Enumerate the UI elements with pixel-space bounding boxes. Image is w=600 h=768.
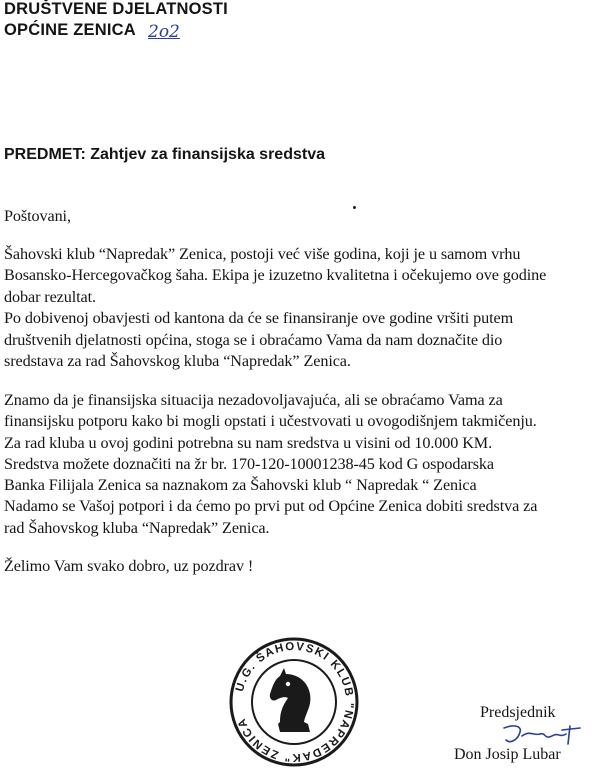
- signatory-name: Don Josip Lubar: [454, 746, 561, 763]
- text-line: Banka Filijala Zenica sa naznakom za Šahovski klub “ Napredak “ Zenica: [4, 476, 477, 494]
- handwritten-number: 2o2: [148, 22, 180, 42]
- signatory-title: Predsjednik: [480, 704, 556, 721]
- knight-icon: [270, 668, 311, 732]
- text-line: Po dobivenoj obavjesti od kantona da će se finansiranje ove godine vršiti putem: [4, 309, 514, 327]
- text-line: dobar rezultat.: [4, 288, 96, 306]
- greeting: Poštovani,: [4, 207, 71, 225]
- text-line: finansijsku potporu kako bi mogli opstati i učestvovati u ovogodišnjem takmičenju.: [4, 412, 537, 430]
- text-line: društvenih djelatnosti općina, stoga se i obraćamo Vama da nam doznačite dio: [4, 331, 503, 349]
- paper-speck: [353, 206, 356, 209]
- text-line: Šahovski klub “Napredak” Zenica, postoji već više godina, koji je u samom vrhu: [4, 245, 521, 263]
- club-stamp: [228, 636, 360, 768]
- department-name: DRUŠTVENE DJELATNOSTI: [4, 0, 228, 18]
- municipality-name: OPĆINE ZENICA: [4, 21, 136, 39]
- text-line: Bosansko-Hercegovačkog šaha. Ekipa je izuzetno kvalitetna i očekujemo ove godine: [4, 266, 547, 284]
- stamp-text: U.G. ŠAHOVSKI KLUB "NAPREDAK" ZENICA: [234, 640, 356, 764]
- text-line: sredstava za rad Šahovskog kluba “Napredak” Zenica.: [4, 352, 351, 370]
- closing-line: Želimo Vam svako dobro, uz pozdrav !: [4, 557, 254, 575]
- text-line: Znamo da je finansijska situacija nezadovoljavajuća, ali se obraćamo Vama za: [4, 391, 503, 409]
- text-line: Sredstva možete doznačiti na žr br. 170-120-10001238-45 kod G ospodarska: [4, 455, 494, 473]
- text-line: rad Šahovskog kluba “Napredak” Zenica.: [4, 519, 270, 537]
- subject-line: PREDMET: Zahtjev za finansijska sredstva: [4, 146, 325, 163]
- text-line: Nadamo se Vašoj potpori i da ćemo po prvi put od Općine Zenica dobiti sredstva za: [4, 497, 538, 515]
- handwritten-signature: [500, 722, 590, 748]
- text-line: Za rad kluba u ovoj godini potrebna su nam sredstva u visini od 10.000 KM.: [4, 434, 493, 452]
